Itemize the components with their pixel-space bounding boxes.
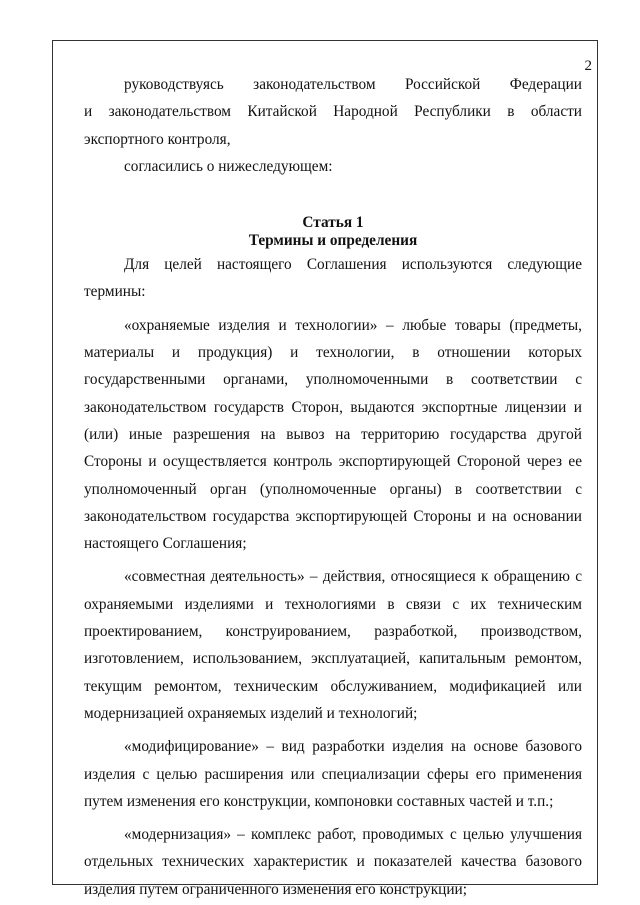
paragraph: «модифицирование» – вид разработки изделия на основе базового изделия с целью расширения или специализации сферы его применения путем изменения его конструкции, компоновки составных частей и т.п.; [84,738,582,810]
page-number: 2 [584,58,592,74]
intro-line-3: экспортного контроля, [84,130,231,148]
intro-line-1: руководствуясь законодательством Российской Федерации [124,76,582,93]
paragraph: «модернизация» – комплекс работ, проводимых с целью улучшения отдельных технических характеристик и показателей качества базового изделия путем ограниченного изменения его конструкции; [84,826,582,898]
intro-line-2: и законодательством Китайской Народной Республики в области [84,103,582,121]
paragraph: Для целей настоящего Соглашения используются следующие термины: [84,256,582,301]
paragraph: «охраняемые изделия и технологии» – любые товары (предметы, материалы и продукция) и технологии, в отношении которых государственными органами, уполномоченными в соответствии с законодательством государств Сторон, выдаются экспортные лицензии и (или) иные разрешения на вывоз на территорию государства другой Стороны и осуществляется контроль экспортирующей Стороной через ее уполномоченный орган (уполномоченные органы) в соответствии с законодательством государства экспортирующей Стороны и на основании настоящего Соглашения; [84,316,582,553]
agreed-line: согласились о нижеследующем: [124,157,333,175]
article-number: Статья 1 [302,214,364,232]
paragraph: «совместная деятельность» – действия, относящиеся к обращению с охраняемыми изделиями и технологиями в связи с их техническим проектированием, конструированием, разработкой, производством, изготовлением, использованием, эксплуатацией, капитальным ремонтом, текущим ремонтом, техническим обслуживанием, модификацией или модернизацией охраняемых изделий и технологий; [84,568,582,722]
article-heading [84,214,582,250]
article-title: Термины и определения [248,232,418,250]
document-body [84,71,582,903]
